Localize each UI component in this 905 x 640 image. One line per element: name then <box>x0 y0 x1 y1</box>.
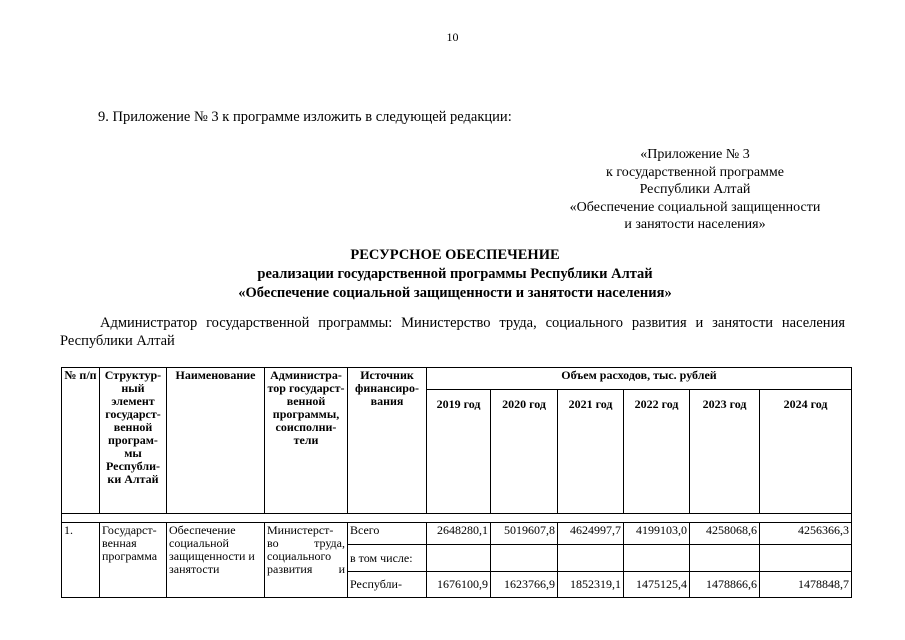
header-year: 2022 год <box>624 390 690 514</box>
cell-value <box>427 545 491 572</box>
cell-value: 1623766,9 <box>491 572 558 598</box>
table-row <box>62 523 852 545</box>
cell-value: 4199103,0 <box>624 523 690 545</box>
cell-value: 4256366,3 <box>760 523 852 545</box>
cell-value: 5019607,8 <box>491 523 558 545</box>
header-administrator: Администра-тор государст-венной программы, соисполни-тели <box>265 368 348 514</box>
cell-element: Государст-венная программа <box>100 523 167 598</box>
cell-value: 1475125,4 <box>624 572 690 598</box>
header-element: Структур-ный элемент государст-венной програм-мы Республи-ки Алтай <box>100 368 167 514</box>
title-line: РЕСУРСНОЕ ОБЕСПЕЧЕНИЕ <box>350 247 560 263</box>
cell-value: 1478866,6 <box>690 572 760 598</box>
cell-value: 1676100,9 <box>427 572 491 598</box>
administrator-line: развития и <box>267 562 345 576</box>
cell-value: 4624997,7 <box>558 523 624 545</box>
table-spacer <box>62 514 852 523</box>
title-line: реализации государственной программы Республики Алтай <box>257 266 653 282</box>
header-year: 2024 год <box>760 390 852 514</box>
header-year: 2023 год <box>690 390 760 514</box>
header-num: № п/п <box>62 368 100 514</box>
appendix-line: и занятости населения» <box>624 217 766 232</box>
appendix-header <box>540 146 850 234</box>
cell-value: 2648280,1 <box>427 523 491 545</box>
header-expenses: Объем расходов, тыс. рублей <box>427 368 852 390</box>
cell-value <box>491 545 558 572</box>
page-number: 10 <box>446 30 459 44</box>
title-line: «Обеспечение социальной защищенности и занятости населения» <box>238 285 672 301</box>
administrator-text: Администратор государственной программы: Министерство труда, социального развития и занятости населения Республики Алтай <box>60 315 845 349</box>
cell-value <box>690 545 760 572</box>
cell-value <box>558 545 624 572</box>
cell-value: 1478848,7 <box>760 572 852 598</box>
cell-administrator <box>265 523 348 598</box>
administrator-line: Министерст- <box>267 523 334 537</box>
appendix-line: «Обеспечение социальной защищенности <box>569 199 821 215</box>
header-name: Наименование <box>167 368 265 514</box>
header-source: Источник финансиро-вания <box>348 368 427 514</box>
document-title <box>60 246 850 303</box>
cell-source: в том числе: <box>348 545 427 572</box>
instruction-text: 9. Приложение № 3 к программе изложить в следующей редакции: <box>98 109 512 125</box>
header-year: 2021 год <box>558 390 624 514</box>
cell-value: 4258068,6 <box>690 523 760 545</box>
administrator-line: во труда, <box>267 536 345 550</box>
cell-value <box>624 545 690 572</box>
appendix-line: Республики Алтай <box>639 182 751 197</box>
cell-source: Республи- <box>348 572 427 598</box>
cell-value <box>760 545 852 572</box>
cell-name: Обеспечение социальной защищенности и занятости <box>167 523 265 598</box>
header-year: 2020 год <box>491 390 558 514</box>
cell-source: Всего <box>348 523 427 545</box>
cell-num: 1. <box>62 523 100 598</box>
header-year: 2019 год <box>427 390 491 514</box>
resource-table <box>61 367 852 598</box>
administrator-line: социального <box>267 549 332 563</box>
appendix-line: к государственной программе <box>606 164 784 180</box>
cell-value: 1852319,1 <box>558 572 624 598</box>
appendix-line: «Приложение № 3 <box>640 147 750 162</box>
